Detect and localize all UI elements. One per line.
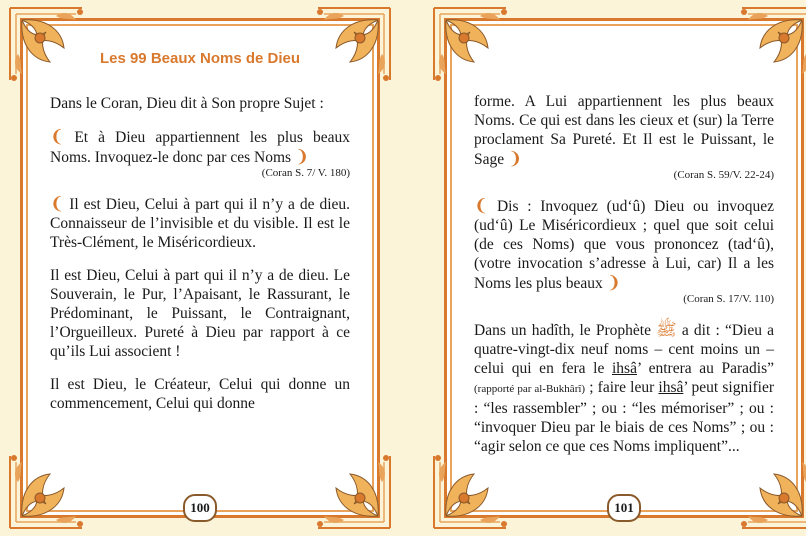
open-bracket-ornament-icon: ❨ [50,194,65,213]
quote-reference: (Coran S. 59/V. 22-24) [673,169,774,181]
paragraph: Dans un hadîth, le Prophète ﷺ a dit : “Dieu a quatre-vingt-dix neuf noms – cent moins un – celui qui en fera le ihsâ’ entrera au Paradis” (rapporté par al-Bukhârî) ; faire leur ihsâ’ peut signifier : “les rassembler” ; ou : “les mémoriser” ; ou : “invoquer Dieu par le biais de ces Noms” ; ou : “agir selon ce que ces Noms impliquent”... [474,320,775,455]
page-number: 100 [183,494,217,522]
quote-reference: (Coran S. 7/ V. 180) [261,167,350,179]
quran-quote: ❨ Dis : Invoquez (ud‘û) Dieu ou invoquez (ud‘û) Le Miséricordieux ; quel que soit celui (de ces Noms) que vous prononcez (tad‘û), (votre invocation s’adresse à Lui, car) Il a les Noms les plus beaux ❩ (Coran S. 17/V. 110) [474,196,774,305]
close-bracket-ornament-icon: ❩ [294,147,310,166]
paragraph: Il est Dieu, Celui à part qui il n’y a de dieu. Le Souverain, le Pur, l’Apaisant, le Rassurant, le Prédominant, le Puissant, le Contraignant, l’Orgueilleux. Pureté à Dieu par rapport à ce qu’ils Lui associent ! [50,267,350,360]
paragraph: Dans le Coran, Dieu dit à Son propre Sujet : [50,95,324,112]
corner-ornament-icon [314,452,394,532]
close-bracket-ornament-icon: ❩ [508,149,523,168]
corner-ornament-icon [6,452,86,532]
corner-ornament-icon [430,4,510,84]
page-body [474,92,774,470]
right-page [430,4,806,532]
quran-quote: forme. A Lui appartiennent les plus beaux Noms. Ce qui est dans les cieux et (sur) la Terre proclament Sa Pureté. Et Il est le Puissant, le Sage ❩ (Coran S. 59/V. 22-24) [474,93,774,181]
salutation-ornament-icon: ﷺ [656,320,677,339]
paragraph: Il est Dieu, le Créateur, Celui qui donne un commencement, Celui qui donne [50,376,350,412]
quran-quote: ❨ Il est Dieu, Celui à part qui il n’y a de dieu. Connaisseur de l’invisible et du visible. Il est le Très-Clément, le Miséricordieux. [50,194,351,251]
page-body [50,94,350,427]
quote-reference: (Coran S. 17/V. 110) [683,293,774,305]
open-bracket-ornament-icon: ❨ [474,196,489,215]
close-bracket-ornament-icon: ❩ [606,273,621,292]
page-title: Les 99 Beaux Noms de Dieu [99,50,301,67]
quran-quote: ❨ Et à Dieu appartiennent les plus beaux Noms. Invoquez-le donc par ces Noms ❩ (Coran S. 7/ V. 180) [50,127,350,179]
corner-ornament-icon [738,4,806,84]
open-bracket-ornament-icon: ❨ [50,127,65,146]
page-number: 101 [607,494,641,522]
left-page [6,4,394,532]
corner-ornament-icon [314,4,394,84]
corner-ornament-icon [6,4,86,84]
